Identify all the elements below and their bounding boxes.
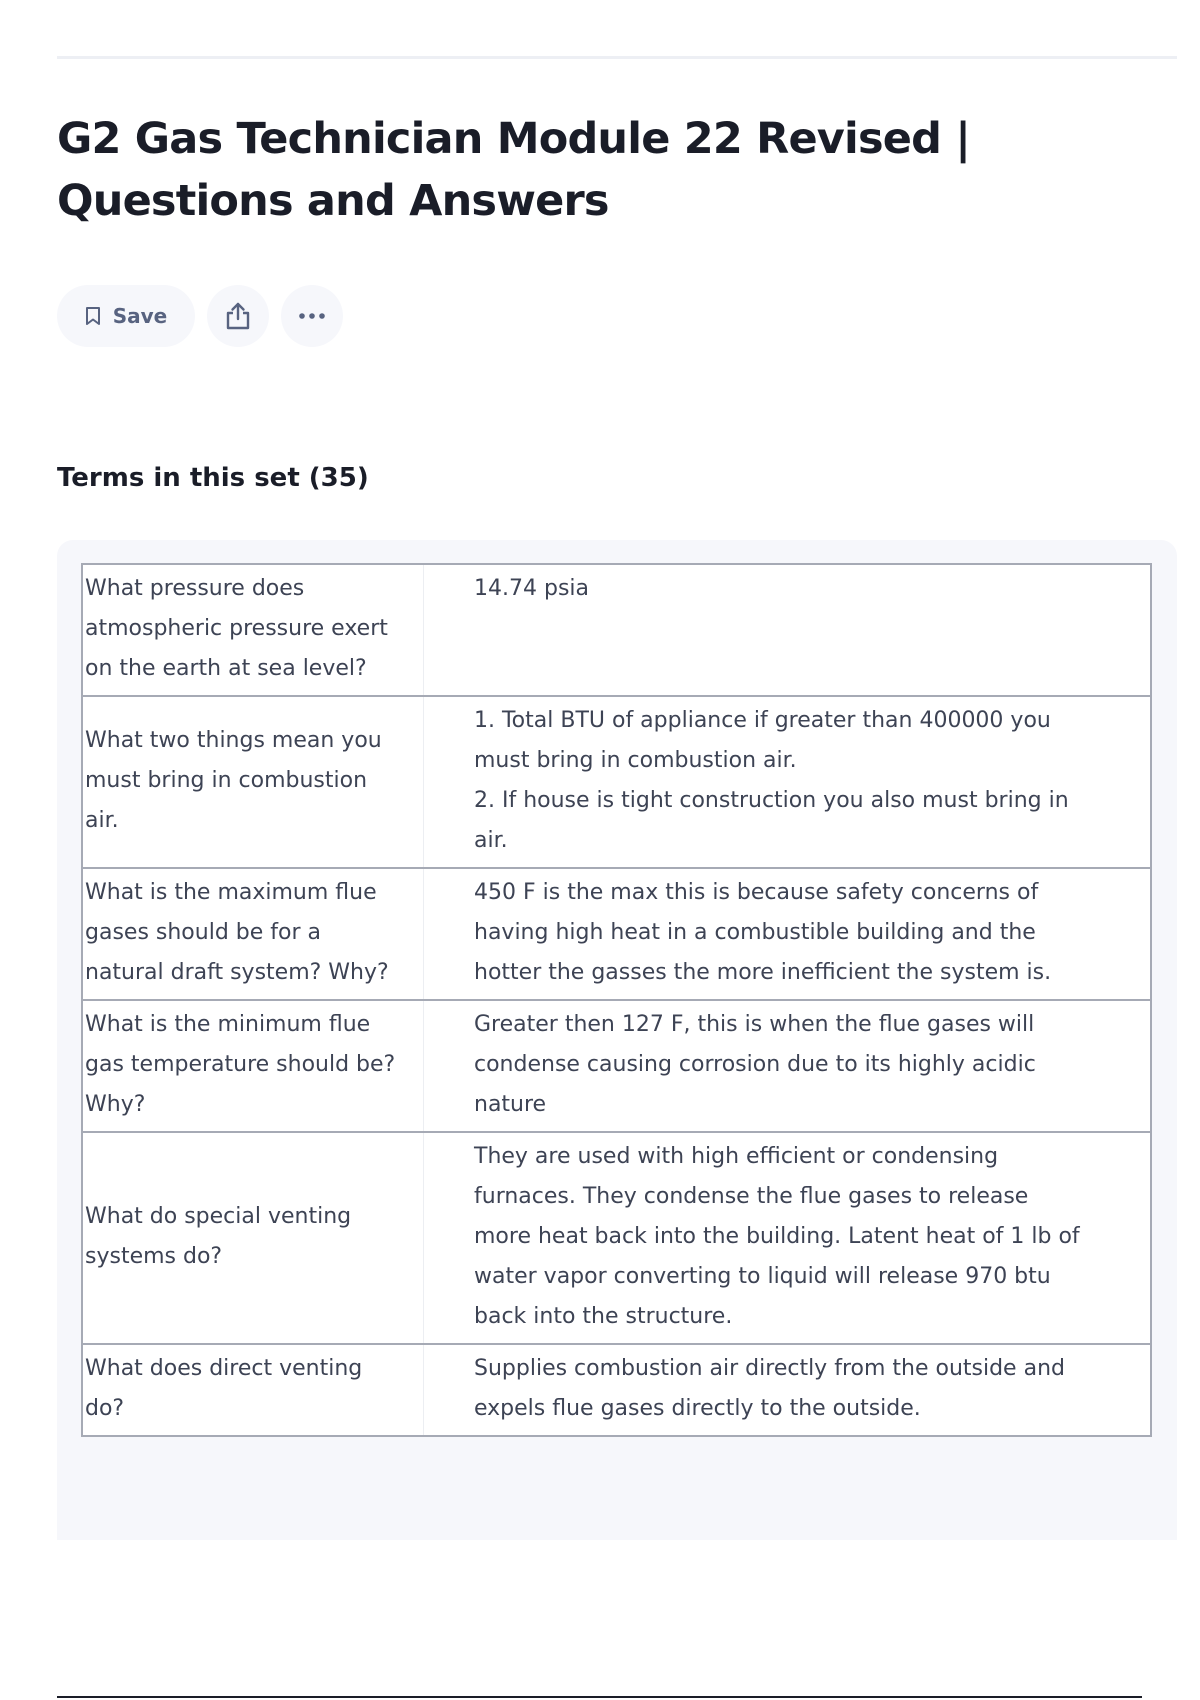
bookmark-icon: [85, 306, 101, 326]
definition-text: They are used with high efficient or condensing furnaces. They condense the flue gases to release more heat back into the building. Latent heat of 1 lb of water vapor converting to liquid will release 970 btu back into the structure.: [474, 1144, 1080, 1329]
term-row: [82, 564, 1151, 696]
save-button[interactable]: [57, 285, 195, 347]
top-divider: [57, 56, 1177, 59]
action-bar: [57, 285, 343, 347]
more-horizontal-icon: [298, 312, 326, 320]
definition-cell: [424, 696, 1152, 868]
term-row: [82, 696, 1151, 868]
term-row: [82, 1132, 1151, 1344]
term-text: What do special venting systems do?: [82, 1132, 424, 1344]
term-row: [82, 868, 1151, 1000]
terms-table: [81, 563, 1152, 1437]
save-label: Save: [112, 304, 168, 328]
term-text: What does direct venting do?: [82, 1344, 424, 1436]
terms-heading: Terms in this set (35): [57, 463, 369, 493]
definition-line: 1. Total BTU of appliance if greater than 400000 you must bring in combustion air.: [474, 708, 1051, 773]
definition-line: 2. If house is tight construction you also must bring in air.: [474, 788, 1069, 853]
definition-text: Supplies combustion air directly from the outside and expels flue gases directly to the outside.: [474, 1356, 1065, 1421]
term-text: What is the minimum flue gas temperature should be? Why?: [82, 1000, 424, 1132]
term-row: [82, 1344, 1151, 1436]
page-title: G2 Gas Technician Module 22 Revised | Questions and Answers: [57, 114, 971, 226]
bottom-divider: [57, 1696, 1142, 1698]
share-button[interactable]: [207, 285, 269, 347]
definition-text: 450 F is the max this is because safety concerns of having high heat in a combustible building and the hotter the gasses the more inefficient the system is.: [474, 880, 1052, 985]
share-icon: [224, 301, 252, 331]
term-text: What two things mean you must bring in combustion air.: [82, 696, 424, 868]
more-options-button[interactable]: [281, 285, 343, 347]
term-text: What pressure does atmospheric pressure exert on the earth at sea level?: [82, 564, 424, 696]
term-row: [82, 1000, 1151, 1132]
definition-text: 14.74 psia: [474, 576, 589, 601]
definition-text: Greater then 127 F, this is when the flue gases will condense causing corrosion due to its highly acidic nature: [474, 1012, 1036, 1117]
term-text: What is the maximum flue gases should be for a natural draft system? Why?: [82, 868, 424, 1000]
